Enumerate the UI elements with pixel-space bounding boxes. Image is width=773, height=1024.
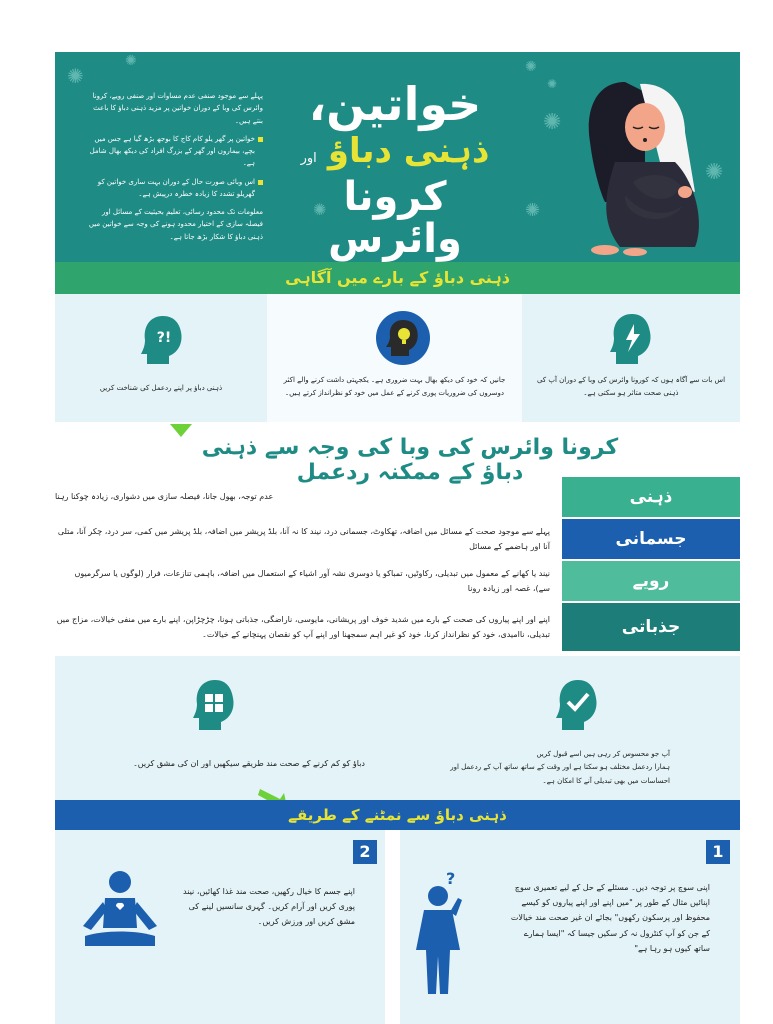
tip-card (400, 656, 740, 801)
reaction-row (55, 477, 740, 517)
way-text: اپنے جسم کا خیال رکھیں، صحت مند غذا کھائیں، نیند پوری کریں اور آرام کریں۔ گہری سانسیں لینے کی مشق کریں اور ورزش کریں۔ (183, 887, 355, 927)
virus-icon: ✺ (313, 200, 327, 219)
virus-icon: ✺ (525, 59, 537, 75)
way-text: اپنی سوچ پر توجہ دیں۔ مسئلے کے حل کے لیے تعمیری سوچ اپنائیں مثال کے طور پر "میں اپنے اور اپنے پیاروں کو کیسے محفوظ اور پرسکون رکھوں" بجائے ان غیر صحت مند خیالات کے جن کو آپ کنٹرول نہ کر سکیں جیسا کہ "ایسا ہمارے ساتھ کیوں ہو رہا ہے" (510, 883, 710, 953)
awareness-card (55, 294, 267, 422)
awareness-banner: ذہنی دباؤ کے بارے میں آگاہی (55, 262, 740, 294)
bottom-text: معلومات تک محدود رسائی، تعلیم بحیثیت کے مسائل اور فیصلہ سازی کے اختیار محدود ہونے کی وجہ سے خواتین میں ذہنی دباؤ کا شکار بڑھ جاتا ہے۔ (88, 208, 263, 241)
tip-text-2: ہمارا ردعمل مختلف ہو سکتا ہے اور وقت کے ساتھ ساتھ آپ کے ردعمل اور احساسات میں بھی تبدیلی آنے کا امکان ہے۔ (450, 763, 670, 785)
page-title (275, 77, 515, 262)
tip-text: دباؤ کو کم کرنے کے صحت مند طریقے سیکھیں اور ان کی مشق کریں۔ (133, 759, 365, 768)
intro-text: پہلے سے موجود صنفی عدم مساوات اور صنفی رویے، کرونا وائرس کی وبا کے دوران خواتین پر مزید ذہنی دباؤ کا باعث بنتے ہیں۔ (92, 92, 263, 125)
way-card (55, 830, 385, 1024)
way-card (400, 830, 740, 1024)
question-exclamation-head-icon (135, 312, 191, 368)
awareness-text: ذہنی دباؤ پر اپنے ردعمل کی شناخت کریں (99, 384, 223, 392)
meditation-icon (75, 866, 165, 966)
virus-icon: ✺ (67, 64, 84, 88)
puzzle-head-icon (187, 676, 243, 734)
reaction-label: جذباتی (562, 603, 740, 651)
checkmark-head-icon (550, 676, 606, 734)
lightning-head-icon (604, 310, 660, 368)
awareness-card (267, 294, 522, 422)
reaction-row (55, 603, 740, 651)
lightbulb-head-icon (375, 310, 431, 368)
reaction-text: اپنے اور اپنے پیاروں کی صحت کے بارے میں شدید خوف اور پریشانی، مایوسی، ناراضگی، جذباتی ہونا، چڑچڑاپن، اپنے بارے میں منفی خیالات، مزاج میں تبدیلی، ناامیدی، خود کو نظرانداز کرنا، خود کو غیر اہم سمجھنا اور اپنے آپ کو نقصان پہنچانے کے خیالات۔ (56, 614, 550, 639)
bullet-item: خواتین پر گھر یلو کام کاج کا بوجھ بڑھ گیا ہے جس میں بچے، بیماروں اور گھر کے بزرگ افراد کی دیکھ بھال شامل ہے۔ (85, 133, 263, 170)
virus-icon: ✺ (125, 53, 137, 69)
down-arrow-icon (170, 424, 192, 437)
ways-banner: ذہنی دباؤ سے نمٹنے کے طریقے (55, 800, 740, 830)
title-line-2: ذہنی دباؤ (327, 131, 490, 172)
title-line-3: کرونا وائرس (328, 173, 462, 262)
tip-text (450, 748, 670, 788)
awareness-section (55, 294, 740, 422)
reaction-label: جسمانی (562, 519, 740, 559)
title-and: اور (300, 151, 317, 167)
virus-icon: ✺ (525, 200, 541, 221)
awareness-text: اس بات سے آگاہ ہوں کہ کورونا وائرس کی وبا کے دوران آپ کی ذہنی صحت متاثر ہو سکتی ہے۔ (536, 376, 726, 397)
reaction-row (55, 519, 740, 559)
tip-card (55, 656, 400, 801)
way-number: 2 (353, 840, 377, 864)
tips-section (55, 656, 740, 801)
sad-woman-illustration (545, 72, 725, 262)
reaction-label: رویے (562, 561, 740, 601)
reaction-text: پہلے سے موجود صحت کے مسائل میں اضافہ، تھکاوٹ، جسمانی درد، نیند کا نہ آنا، بلڈ پریشر میں اضافہ، بلڈ پریشر میں کمی، سر درد، چکر آنا، متلی آنا اور ہاضمے کے مسائل (57, 526, 550, 551)
virus-icon: ✺ (543, 110, 562, 135)
svg-text:?: ? (446, 869, 456, 888)
thinking-woman-icon (410, 868, 490, 998)
reaction-text: نیند یا کھانے کے معمول میں تبدیلی، رکاوٹیں، تمباکو یا دوسری نشہ آور اشیاء کے استعمال میں اضافہ، باہمی تنازعات، فرار (لوگوں یا سرگرمیوں سے)، غصہ اور زیادہ رونا (74, 568, 550, 593)
awareness-text: جانیں کہ خود کی دیکھ بھال بہت ضروری ہے۔ یکجہتی داشت کرنے والے اکثر دوسروں کی ضروریات پوری کرنے کے عمل میں خود کو نظرانداز کرتے ہیں۔ (283, 376, 506, 397)
tip-text-1: آپ جو محسوس کر رہی ہیں اسے قبول کریں (536, 750, 670, 758)
ways-section (55, 830, 740, 1024)
reaction-row (55, 561, 740, 601)
virus-icon: ✺ (705, 160, 724, 185)
svg-text:?!: ?! (156, 330, 172, 346)
reactions-title: کرونا وائرس کی وبا کی وجہ سے ذہنی دباؤ کے ممکنہ ردعمل (201, 435, 619, 485)
bullet-item: اس وبائی صورت حال کے دوران بہت ساری خواتین کو گھریلو تشدد کا زیادہ خطرہ درپیش ہے۔ (85, 176, 263, 201)
reaction-label: ذہنی (562, 477, 740, 517)
title-line-1: خواتین، (308, 77, 482, 131)
way-number: 1 (706, 840, 730, 864)
awareness-card (522, 294, 740, 422)
hero-intro (85, 90, 263, 249)
hero-section (55, 52, 740, 266)
virus-icon: ✺ (547, 77, 558, 91)
reaction-text: عدم توجہ، بھول جانا، فیصلہ سازی میں دشواری، زیادہ چوکنا رہنا (55, 492, 274, 502)
